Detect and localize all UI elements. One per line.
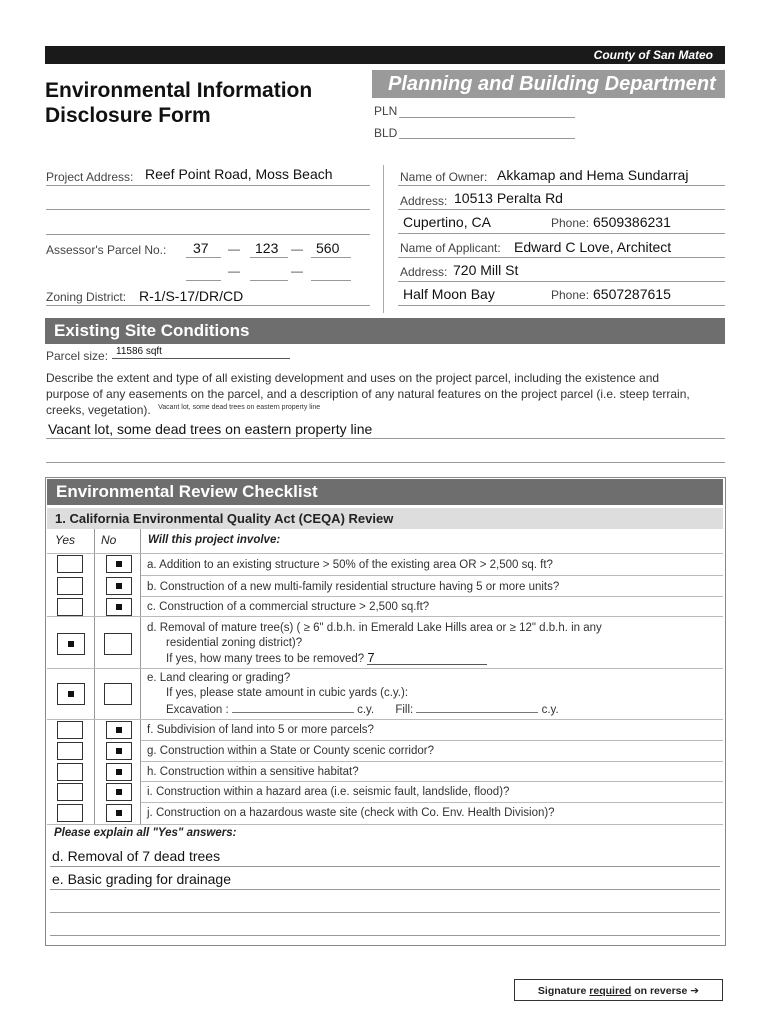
- form-title-line1: Environmental Information: [45, 79, 313, 102]
- excavation-unit: c.y.: [357, 704, 375, 716]
- county-banner: [45, 46, 725, 64]
- excavation-label: Excavation :: [166, 704, 229, 716]
- sig-required: required: [589, 985, 632, 997]
- item-f-yes-checkbox[interactable]: [57, 721, 83, 739]
- item-h-no-checkbox[interactable]: [106, 763, 132, 781]
- fill-unit: c.y.: [541, 704, 559, 716]
- fill-label: Fill:: [395, 704, 414, 716]
- item-e-line2: If yes, please state amount in cubic yards (c.y.):: [166, 687, 409, 699]
- pln-field[interactable]: [399, 117, 575, 118]
- existing-answer[interactable]: Vacant lot, some dead trees on eastern property line: [48, 421, 373, 437]
- item-f-text: f. Subdivision of land into 5 or more parcels?: [147, 724, 374, 736]
- item-a-text: a. Addition to an existing structure > 50% of the existing area OR > 2,500 sq. ft?: [147, 559, 553, 571]
- explain-label: Please explain all "Yes" answers:: [54, 827, 237, 839]
- owner-name-value[interactable]: Akkamap and Hema Sundarraj: [497, 167, 689, 183]
- item-e-line1: e. Land clearing or grading?: [147, 672, 291, 684]
- item-f-no-checkbox[interactable]: [106, 721, 132, 739]
- pln-label: PLN: [374, 104, 398, 118]
- item-d-no-checkbox[interactable]: [104, 633, 132, 655]
- column-divider: [383, 165, 384, 313]
- item-a-yes-checkbox[interactable]: [57, 555, 83, 573]
- form-title-line2: Disclosure Form: [45, 104, 211, 127]
- trees-removed-field[interactable]: 7: [367, 651, 487, 665]
- parcel-size-value[interactable]: 11586 sqft: [116, 346, 162, 357]
- applicant-phone-label: Phone:: [551, 288, 590, 302]
- applicant-name-label: Name of Applicant:: [400, 241, 501, 255]
- item-i-text: i. Construction within a hazard area (i.e. seismic fault, landslide, flood)?: [147, 786, 510, 798]
- applicant-address-value[interactable]: 720 Mill St: [453, 262, 519, 278]
- apn-part1[interactable]: 37: [193, 240, 209, 256]
- item-e-text: [147, 671, 559, 718]
- applicant-address-label: Address:: [400, 265, 448, 279]
- applicant-phone-value[interactable]: 6507287615: [593, 286, 671, 302]
- item-d-text: [147, 621, 602, 667]
- item-i-no-checkbox[interactable]: [106, 783, 132, 801]
- item-d-line2: residential zoning district)?: [166, 637, 303, 649]
- describe-line3: creeks, vegetation).: [46, 403, 151, 417]
- item-i-yes-checkbox[interactable]: [57, 783, 83, 801]
- owner-address-label: Address:: [400, 194, 448, 208]
- applicant-city-value[interactable]: Half Moon Bay: [403, 286, 495, 302]
- item-j-no-checkbox[interactable]: [106, 804, 132, 822]
- applicant-name-value[interactable]: Edward C Love, Architect: [514, 239, 672, 255]
- owner-phone-label: Phone:: [551, 216, 590, 230]
- sig-post: on reverse: [634, 985, 688, 997]
- describe-small-answer: Vacant lot, some dead trees on eastern property line: [158, 404, 321, 411]
- project-address-label: Project Address:: [46, 170, 134, 184]
- yes-column-header: Yes: [55, 533, 76, 547]
- checklist-header: Environmental Review Checklist: [47, 479, 723, 505]
- item-d-line3: If yes, how many trees to be removed?: [166, 653, 365, 665]
- bld-field[interactable]: [399, 138, 575, 139]
- explain-answer-2[interactable]: e. Basic grading for drainage: [52, 871, 231, 887]
- checklist-question: Will this project involve:: [148, 534, 281, 546]
- owner-name-label: Name of Owner:: [400, 170, 488, 184]
- parcel-size-label: Parcel size:: [46, 349, 109, 363]
- fill-field[interactable]: [416, 701, 538, 713]
- item-g-no-checkbox[interactable]: [106, 742, 132, 760]
- signature-required-note: [514, 979, 723, 1001]
- owner-phone-value[interactable]: 6509386231: [593, 214, 671, 230]
- existing-site-header: Existing Site Conditions: [45, 318, 725, 344]
- item-c-no-checkbox[interactable]: [106, 598, 132, 616]
- item-h-yes-checkbox[interactable]: [57, 763, 83, 781]
- zoning-value[interactable]: R-1/S-17/DR/CD: [139, 288, 244, 304]
- describe-line2: purpose of any easements on the parcel, and a description of any natural features on the project parcel (i.e. steep terrain,: [46, 387, 690, 401]
- apn-dash1: —: [228, 242, 240, 256]
- owner-address-value[interactable]: 10513 Peralta Rd: [454, 190, 563, 206]
- project-address-value[interactable]: Reef Point Road, Moss Beach: [145, 166, 333, 182]
- apn2-dash1: —: [228, 264, 240, 278]
- apn-part2[interactable]: 123: [255, 240, 279, 256]
- item-d-yes-checkbox[interactable]: [57, 633, 85, 655]
- item-b-no-checkbox[interactable]: [106, 577, 132, 595]
- apn-part3[interactable]: 560: [316, 240, 340, 256]
- explain-answer-1[interactable]: d. Removal of 7 dead trees: [52, 848, 221, 864]
- item-e-yes-checkbox[interactable]: [57, 683, 85, 705]
- describe-instructions: [46, 370, 690, 421]
- department-banner: Planning and Building Department: [372, 70, 725, 98]
- item-c-yes-checkbox[interactable]: [57, 598, 83, 616]
- apn2-dash2: —: [291, 264, 303, 278]
- item-g-yes-checkbox[interactable]: [57, 742, 83, 760]
- item-h-text: h. Construction within a sensitive habitat?: [147, 766, 359, 778]
- item-e-no-checkbox[interactable]: [104, 683, 132, 705]
- item-a-no-checkbox[interactable]: [106, 555, 132, 573]
- arrow-right-icon: ➔: [690, 985, 700, 997]
- sig-pre: Signature: [537, 985, 587, 997]
- apn-label: Assessor's Parcel No.:: [46, 243, 167, 257]
- item-j-text: j. Construction on a hazardous waste site (check with Co. Env. Health Division)?: [147, 807, 555, 819]
- county-name: County of San Mateo: [593, 48, 713, 62]
- zoning-label: Zoning District:: [46, 290, 127, 304]
- describe-line1: Describe the extent and type of all existing development and uses on the project parcel, including the existence and: [46, 371, 660, 385]
- excavation-field[interactable]: [232, 701, 354, 713]
- item-c-text: c. Construction of a commercial structure > 2,500 sq.ft?: [147, 601, 430, 613]
- owner-city-value[interactable]: Cupertino, CA: [403, 214, 491, 230]
- ceqa-title: 1. California Environmental Quality Act (CEQA) Review: [47, 508, 723, 529]
- item-j-yes-checkbox[interactable]: [57, 804, 83, 822]
- item-g-text: g. Construction within a State or County scenic corridor?: [147, 745, 434, 757]
- form-title: [45, 78, 312, 128]
- item-b-text: b. Construction of a new multi-family residential structure having 5 or more units?: [147, 581, 560, 593]
- bld-label: BLD: [374, 126, 398, 140]
- item-b-yes-checkbox[interactable]: [57, 577, 83, 595]
- item-d-line1: d. Removal of mature tree(s) ( ≥ 6" d.b.h. in Emerald Lake Hills area or ≥ 12" d.b.h. in any: [147, 622, 602, 634]
- apn-dash2: —: [291, 242, 303, 256]
- no-column-header: No: [101, 533, 117, 547]
